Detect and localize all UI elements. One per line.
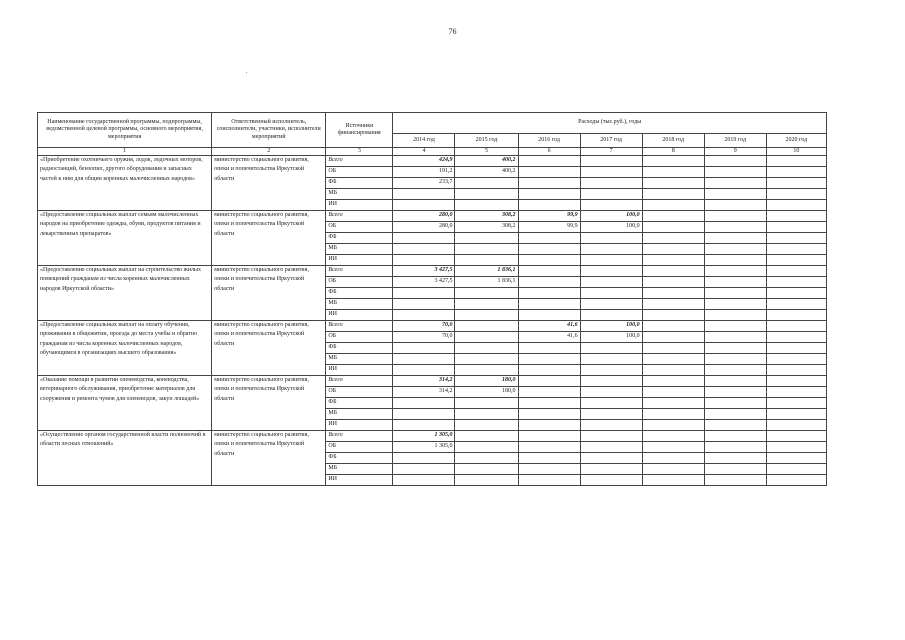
expense-value xyxy=(766,398,826,409)
measure-executor: министерство социального развития, опеки и попечительства Иркутской области xyxy=(212,266,326,321)
expense-value xyxy=(642,255,704,266)
expense-value: 99,9 xyxy=(518,211,580,222)
expense-value xyxy=(580,266,642,277)
expense-value: 3 427,5 xyxy=(393,277,455,288)
column-index: 9 xyxy=(704,148,766,156)
expense-value xyxy=(704,409,766,420)
measure-executor: министерство социального развития, опеки и попечительства Иркутской области xyxy=(212,156,326,211)
expense-value xyxy=(642,299,704,310)
expense-value xyxy=(642,288,704,299)
expense-value xyxy=(642,464,704,475)
scan-speck xyxy=(246,72,247,73)
expense-value: 100,0 xyxy=(580,222,642,233)
header-year: 2019 год xyxy=(704,134,766,148)
expense-value xyxy=(704,178,766,189)
expense-value xyxy=(455,475,518,486)
expense-value xyxy=(518,420,580,431)
column-index: 1 xyxy=(38,148,212,156)
expense-value xyxy=(642,211,704,222)
expense-value xyxy=(455,431,518,442)
expense-value: 3 427,5 xyxy=(393,266,455,277)
expense-value xyxy=(393,453,455,464)
expense-value xyxy=(518,365,580,376)
expense-value xyxy=(766,387,826,398)
funding-source: ФБ xyxy=(326,178,393,189)
expense-value xyxy=(766,156,826,167)
measure-executor: министерство социального развития, опеки и попечительства Иркутской области xyxy=(212,376,326,431)
expense-value xyxy=(455,244,518,255)
expense-value xyxy=(704,200,766,211)
expense-value xyxy=(642,244,704,255)
expense-value xyxy=(455,332,518,343)
expense-value xyxy=(766,189,826,200)
expense-value: 308,2 xyxy=(455,211,518,222)
expense-value xyxy=(704,354,766,365)
expense-value xyxy=(766,409,826,420)
expense-value xyxy=(518,387,580,398)
expense-value xyxy=(642,376,704,387)
expense-value: 1 305,0 xyxy=(393,442,455,453)
expense-value xyxy=(393,365,455,376)
header-year: 2015 год xyxy=(455,134,518,148)
expense-value xyxy=(766,288,826,299)
measure-name: «Предоставление социальных выплат на оплату обучения, проживания в общежитии, проезда до места учебы и обратно гражданам из числа коренных малочисленных народов, обучающимся в организациях высшего образования» xyxy=(38,321,212,376)
expense-value xyxy=(766,277,826,288)
expense-value xyxy=(580,475,642,486)
column-index: 3 xyxy=(326,148,393,156)
expense-value xyxy=(766,255,826,266)
expense-value xyxy=(642,266,704,277)
funding-source: ОБ xyxy=(326,167,393,178)
expense-value: 280,0 xyxy=(393,222,455,233)
expense-value xyxy=(518,233,580,244)
header-year: 2020 год xyxy=(766,134,826,148)
expense-value xyxy=(704,343,766,354)
funding-source: ОБ xyxy=(326,442,393,453)
expense-value xyxy=(642,365,704,376)
expense-value xyxy=(766,332,826,343)
expense-value xyxy=(642,420,704,431)
table-row xyxy=(38,376,827,387)
expense-value xyxy=(704,244,766,255)
expense-value xyxy=(766,178,826,189)
expense-value xyxy=(518,277,580,288)
header-expenses: Расходы (тыс.руб.), годы xyxy=(393,113,827,134)
expense-value xyxy=(766,464,826,475)
expense-value xyxy=(580,343,642,354)
expense-value xyxy=(518,189,580,200)
expense-value xyxy=(766,442,826,453)
expense-value xyxy=(642,475,704,486)
expense-value xyxy=(580,200,642,211)
funding-source: ФБ xyxy=(326,233,393,244)
measure-name: «Оказание помощи в развитии оленеводства, коневодства, ветеринарного обслуживания, приобретение материалов для сооружения и ремонта чумов для оленеводов, закуп лошадей» xyxy=(38,376,212,431)
funding-source: ИИ xyxy=(326,420,393,431)
expense-value xyxy=(393,233,455,244)
expense-value xyxy=(642,354,704,365)
expense-value xyxy=(518,376,580,387)
expense-value xyxy=(704,464,766,475)
expense-value xyxy=(704,321,766,332)
expense-value: 100,0 xyxy=(580,332,642,343)
funding-source: Всего xyxy=(326,431,393,442)
expense-value xyxy=(766,321,826,332)
expense-value xyxy=(393,475,455,486)
expense-value xyxy=(642,167,704,178)
column-index: 4 xyxy=(393,148,455,156)
expense-value xyxy=(766,167,826,178)
funding-source: МБ xyxy=(326,409,393,420)
expenses-table xyxy=(37,112,827,486)
measure-executor: министерство социального развития, опеки и попечительства Иркутской области xyxy=(212,211,326,266)
expense-value xyxy=(704,475,766,486)
expense-value xyxy=(642,321,704,332)
expense-value xyxy=(704,332,766,343)
expense-value xyxy=(766,354,826,365)
funding-source: МБ xyxy=(326,299,393,310)
expense-value xyxy=(518,200,580,211)
expense-value xyxy=(704,387,766,398)
expense-value xyxy=(393,343,455,354)
expense-value: 1 836,1 xyxy=(455,266,518,277)
expense-value xyxy=(518,299,580,310)
expense-value xyxy=(455,420,518,431)
expense-value xyxy=(518,244,580,255)
expense-value xyxy=(393,200,455,211)
expense-value xyxy=(518,442,580,453)
funding-source: ОБ xyxy=(326,387,393,398)
expense-value: 1 305,0 xyxy=(393,431,455,442)
expense-value xyxy=(642,332,704,343)
expense-value xyxy=(580,310,642,321)
measure-name: «Осуществление органом государственной власти полномочий в области лесных отношений» xyxy=(38,431,212,486)
header-year: 2016 год xyxy=(518,134,580,148)
measure-name: «Приобретение охотничьего оружия, лодок, лодочных моторов, радиостанций, бензопил, другого оборудования и запасных частей к ним для общин коренных малочисленных народов» xyxy=(38,156,212,211)
expense-value xyxy=(455,398,518,409)
column-index: 6 xyxy=(518,148,580,156)
expense-value xyxy=(518,464,580,475)
funding-source: МБ xyxy=(326,189,393,200)
expense-value xyxy=(518,310,580,321)
expense-value xyxy=(518,255,580,266)
expense-value xyxy=(455,310,518,321)
expense-value xyxy=(642,453,704,464)
expense-value xyxy=(518,475,580,486)
expense-value xyxy=(766,420,826,431)
expense-value xyxy=(704,299,766,310)
expense-value xyxy=(393,398,455,409)
expense-value xyxy=(393,409,455,420)
funding-source: МБ xyxy=(326,244,393,255)
funding-source: ФБ xyxy=(326,343,393,354)
expense-value xyxy=(580,420,642,431)
expense-value xyxy=(642,189,704,200)
expense-value xyxy=(393,354,455,365)
column-index: 10 xyxy=(766,148,826,156)
column-index: 7 xyxy=(580,148,642,156)
expense-value: 400,2 xyxy=(455,156,518,167)
expense-value xyxy=(766,211,826,222)
expense-value xyxy=(580,442,642,453)
column-index: 5 xyxy=(455,148,518,156)
expense-value xyxy=(704,398,766,409)
expense-value xyxy=(580,431,642,442)
expense-value xyxy=(518,167,580,178)
expense-value xyxy=(642,277,704,288)
funding-source: ФБ xyxy=(326,453,393,464)
funding-source: Всего xyxy=(326,211,393,222)
funding-source: Всего xyxy=(326,376,393,387)
funding-source: Всего xyxy=(326,266,393,277)
expense-value xyxy=(518,343,580,354)
table-row xyxy=(38,321,827,332)
expense-value xyxy=(704,442,766,453)
expense-value xyxy=(455,321,518,332)
column-index: 8 xyxy=(642,148,704,156)
expense-value xyxy=(455,189,518,200)
expense-value xyxy=(455,453,518,464)
expense-value xyxy=(642,387,704,398)
expense-value: 100,0 xyxy=(580,211,642,222)
expense-value xyxy=(518,409,580,420)
expense-value xyxy=(766,343,826,354)
expense-value: 280,0 xyxy=(393,211,455,222)
funding-source: ИИ xyxy=(326,255,393,266)
expense-value xyxy=(704,288,766,299)
expense-value xyxy=(704,453,766,464)
expense-value xyxy=(580,299,642,310)
expense-value: 400,2 xyxy=(455,167,518,178)
funding-source: ОБ xyxy=(326,222,393,233)
expense-value xyxy=(766,233,826,244)
expense-value xyxy=(580,288,642,299)
expense-value xyxy=(518,431,580,442)
expense-value xyxy=(704,189,766,200)
expense-value xyxy=(580,189,642,200)
expense-value xyxy=(766,244,826,255)
expense-value xyxy=(580,464,642,475)
header-year: 2014 год xyxy=(393,134,455,148)
expense-value xyxy=(580,409,642,420)
expense-value xyxy=(766,299,826,310)
measure-executor: министерство социального развития, опеки и попечительства Иркутской области xyxy=(212,321,326,376)
expense-value xyxy=(580,255,642,266)
expense-value: 70,0 xyxy=(393,332,455,343)
expense-value xyxy=(393,189,455,200)
expense-value xyxy=(704,266,766,277)
expense-value xyxy=(766,431,826,442)
expense-value xyxy=(642,156,704,167)
expense-value xyxy=(455,464,518,475)
expense-value xyxy=(642,222,704,233)
expense-value xyxy=(455,365,518,376)
expense-value xyxy=(642,200,704,211)
expense-value xyxy=(580,365,642,376)
expense-value: 180,0 xyxy=(455,387,518,398)
expense-value: 180,0 xyxy=(455,376,518,387)
expense-value xyxy=(704,167,766,178)
expense-value xyxy=(393,310,455,321)
column-index: 2 xyxy=(212,148,326,156)
expense-value xyxy=(704,211,766,222)
expense-value xyxy=(455,288,518,299)
expense-value xyxy=(393,464,455,475)
funding-source: ФБ xyxy=(326,398,393,409)
expense-value xyxy=(393,288,455,299)
expense-value xyxy=(704,376,766,387)
expense-value xyxy=(766,475,826,486)
expense-value xyxy=(766,365,826,376)
measure-name: «Предоставление социальных выплат на строительство жилых помещений гражданам из числа коренных малочисленных народов Иркутской области» xyxy=(38,266,212,321)
funding-source: Всего xyxy=(326,321,393,332)
expense-value xyxy=(518,288,580,299)
funding-source: ИИ xyxy=(326,310,393,321)
expense-value xyxy=(580,277,642,288)
header-year: 2018 год xyxy=(642,134,704,148)
measure-name: «Предоставление социальных выплат семьям малочисленных народов на приобретение одежды, обуви, продуктов питания и лекарственных препаратов» xyxy=(38,211,212,266)
expense-value: 233,7 xyxy=(393,178,455,189)
funding-source: ИИ xyxy=(326,475,393,486)
header-name: Наименование государственной программы, подпрограммы, ведомственной целевой программы, основного мероприятия, мероприятия xyxy=(38,113,212,148)
expense-value xyxy=(455,255,518,266)
expense-value xyxy=(642,409,704,420)
table-row xyxy=(38,156,827,167)
expense-value xyxy=(518,178,580,189)
expense-value xyxy=(704,277,766,288)
expense-value xyxy=(455,178,518,189)
expense-value xyxy=(642,398,704,409)
expense-value xyxy=(580,178,642,189)
funding-source: МБ xyxy=(326,464,393,475)
expense-value xyxy=(518,453,580,464)
expense-value: 99,9 xyxy=(518,222,580,233)
header-year: 2017 год xyxy=(580,134,642,148)
expense-value: 1 836,1 xyxy=(455,277,518,288)
expense-value xyxy=(642,442,704,453)
expense-value xyxy=(580,376,642,387)
expense-value xyxy=(704,431,766,442)
expense-value xyxy=(766,200,826,211)
expense-value xyxy=(642,233,704,244)
table-row xyxy=(38,431,827,442)
expense-value: 314,2 xyxy=(393,376,455,387)
expense-value xyxy=(580,156,642,167)
table-row xyxy=(38,211,827,222)
expense-value xyxy=(766,376,826,387)
expense-value xyxy=(518,398,580,409)
expense-value xyxy=(766,453,826,464)
expense-value xyxy=(704,420,766,431)
expense-value xyxy=(580,387,642,398)
table-row xyxy=(38,266,827,277)
expense-value xyxy=(393,420,455,431)
expense-value xyxy=(393,255,455,266)
funding-source: ИИ xyxy=(326,365,393,376)
expense-value xyxy=(518,354,580,365)
funding-source: ИИ xyxy=(326,200,393,211)
page-number: 76 xyxy=(448,27,457,36)
expense-value xyxy=(766,222,826,233)
expense-value xyxy=(455,233,518,244)
expense-value xyxy=(518,266,580,277)
expense-value xyxy=(393,244,455,255)
expense-value xyxy=(393,299,455,310)
expense-value xyxy=(642,343,704,354)
funding-source: МБ xyxy=(326,354,393,365)
expense-value: 100,0 xyxy=(580,321,642,332)
expense-value: 308,2 xyxy=(455,222,518,233)
funding-source: ОБ xyxy=(326,277,393,288)
expense-value xyxy=(704,233,766,244)
expense-value xyxy=(455,409,518,420)
expense-value xyxy=(766,310,826,321)
expense-value xyxy=(704,365,766,376)
expense-value xyxy=(704,310,766,321)
expense-value: 41,6 xyxy=(518,321,580,332)
expense-value: 191,2 xyxy=(393,167,455,178)
expense-value xyxy=(518,156,580,167)
expense-value xyxy=(580,354,642,365)
expense-value: 314,2 xyxy=(393,387,455,398)
expense-value: 424,9 xyxy=(393,156,455,167)
expense-value: 70,0 xyxy=(393,321,455,332)
expense-value xyxy=(580,233,642,244)
expense-value xyxy=(704,222,766,233)
funding-source: ОБ xyxy=(326,332,393,343)
header-executor: Ответственный исполнитель, соисполнители, участники, исполнители мероприятий xyxy=(212,113,326,148)
expense-value xyxy=(704,156,766,167)
expense-value xyxy=(580,244,642,255)
expense-value xyxy=(455,354,518,365)
expense-value xyxy=(580,167,642,178)
expense-value xyxy=(766,266,826,277)
measure-executor: министерство социального развития, опеки и попечительства Иркутской области xyxy=(212,431,326,486)
expense-value xyxy=(580,453,642,464)
header-sources: Источники финансирования xyxy=(326,113,393,148)
expense-value xyxy=(642,178,704,189)
expense-value xyxy=(704,255,766,266)
expense-value xyxy=(642,431,704,442)
expense-value xyxy=(580,398,642,409)
expense-value xyxy=(455,200,518,211)
funding-source: ФБ xyxy=(326,288,393,299)
funding-source: Всего xyxy=(326,156,393,167)
expense-value xyxy=(455,442,518,453)
expense-value xyxy=(642,310,704,321)
expense-value xyxy=(455,299,518,310)
expense-value xyxy=(455,343,518,354)
expense-value: 41,6 xyxy=(518,332,580,343)
